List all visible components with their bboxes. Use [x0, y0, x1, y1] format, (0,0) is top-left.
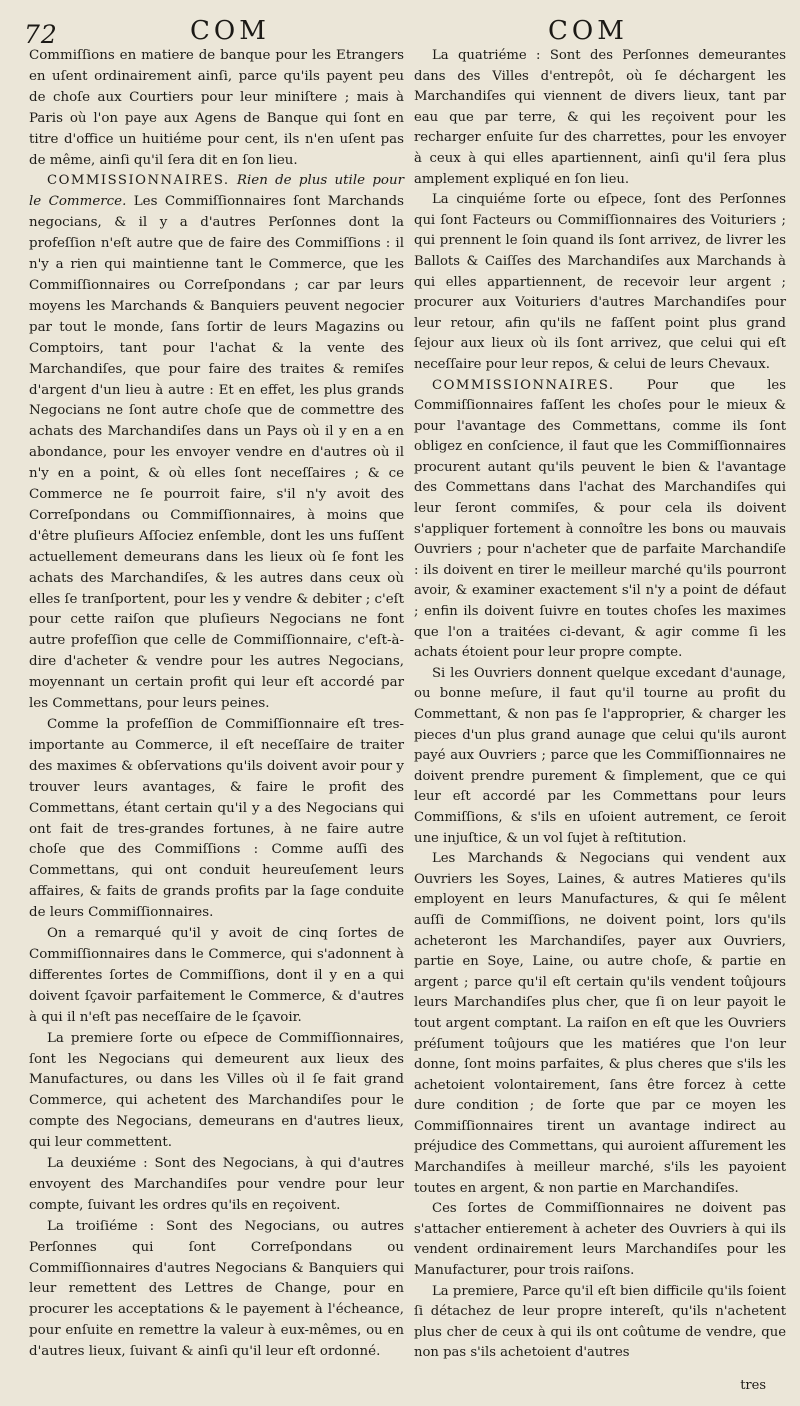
left-column	[29, 46, 404, 1363]
paragraph: La cinquiéme ſorte ou eſpece, ſont des Perſonnes qui ſont Facteurs ou Commiſſionnaires des Voituriers ; qui prennent le ſoin quand ils ſont arrivez, de livrer les Ballots & Caiſſes des Marchandiſes aux Marchands à qui elles appartiennent, de recevoir leur argent ; procurer aux Voituriers d'autres Marchandiſes pour leur retour, afin qu'ils ne faſſent point plus grand ſejour aux lieux où ils ſont arrivez, que celui qui eſt neceſſaire pour leur repos, & celui de leurs Chevaux.	[414, 192, 786, 372]
entry-lead: Rien de plus utile pour le Commerce.	[29, 173, 404, 210]
entry-paragraph	[29, 171, 404, 715]
entry-text: Pour que les Commiſſionnaires faſſent les choſes pour le mieux & pour l'avantage des Commettans, comme ils ſont obligez en conſcience, il faut que les Commiſſionnaires procurent autant qu'ils peuvent le bien & l'avantage des Commettans dans l'achat des Marchandiſes qui leur ſeront commiſes, & pour cela ils doivent s'appliquer fortement à connoître les bons ou mauvais Ouvriers ; pour n'acheter que de parfaite Marchandiſe : ils doivent en tirer le meilleur marché qu'ils pourront avoir, & examiner exactement s'il n'y a point de défaut ; enfin ils doivent ſuivre en toutes choſes les maximes que l'on a traitées ci-devant, & agir comme ſi les achats étoient pour leur propre compte.	[414, 377, 786, 661]
paragraph: La premiere ſorte ou eſpece de Commiſſionnaires, ſont les Negocians qui demeurent aux lieux des Manufactures, ou dans les Villes où il ſe fait grand Commerce, qui achetent des Marchandiſes pour le compte des Negocians, demeurans en d'autres lieux, qui leur commettent.	[29, 1030, 404, 1151]
paragraph: Ces ſortes de Commiſſionnaires ne doivent pas s'attacher entierement à acheter des Ouvriers à qui ils vendent ordinairement leurs Marchandiſes pour les Manufacturer, pour trois raiſons.	[414, 1201, 786, 1279]
paragraph: La premiere, Parce qu'il eſt bien difficile qu'ils ſoient ſi détachez de leur propre intereſt, qu'ils n'achetent plus cher de ceux à qui ils ont coûtume de vendre, que non pas s'ils achetoient d'autres	[414, 1283, 786, 1361]
right-column	[414, 46, 786, 1364]
paragraph: Si les Ouvriers donnent quelque excedant d'aunage, ou bonne meſure, il faut qu'il tourne au profit du Commettant, & non pas ſe l'approprier, & charger les pieces d'un plus grand aunage que celui qu'ils auront payé aux Ouvriers ; parce que les Commiſſionnaires ne doivent prendre purement & ſimplement, que ce qui leur eſt accordé par les Commettans pour leurs Commiſſions, & s'ils en uſoient autrement, ce ſeroit une injuſtice, & un vol ſujet à reſtitution.	[414, 665, 786, 846]
running-head-right: COM	[548, 16, 628, 46]
entry-heading: COMMISSIONNAIRES.	[47, 173, 230, 189]
entry-heading: COMMISSIONNAIRES.	[432, 377, 615, 393]
paragraph: La quatriéme : Sont des Perſonnes demeurantes dans des Villes d'entrepôt, où ſe déchargent les Marchandiſes qui viennent de divers lieux, tant par eau que par terre, & qui les reçoivent pour les recharger enſuite ſur des charrettes, pour les envoyer à ceux à qui elles apartiennent, ainſi qu'il ſera plus amplement expliqué en ſon lieu.	[414, 48, 786, 187]
page-number: 72	[24, 20, 58, 49]
running-head-left: COM	[190, 16, 270, 46]
paragraph: Commiſſions en matiere de banque pour les Etrangers en uſent ordinairement ainſi, parce qu'ils payent peu de choſe aux Courtiers pour leur miniſtere ; mais à Paris où l'on paye aux Agens de Banque qui ſont en titre d'office un huitiéme pour cent, ils n'en uſent pas de même, ainſi qu'il ſera dit en ſon lieu.	[29, 48, 404, 168]
paragraph: La deuxiéme : Sont des Negocians, à qui d'autres envoyent des Marchandiſes pour vendre pour leur compte, ſuivant les ordres qu'ils en reçoivent.	[29, 1156, 404, 1213]
entry-text: Les Commiſſionnaires ſont Marchands negocians, & il y a d'autres Perſonnes dont la profeſſion n'eſt autre que de faire des Commiſſions : il n'y a rien qui maintienne tant le Commerce, que les Commiſſionnaires ou Correſpondans ; car par leurs moyens les Marchands & Banquiers peuvent negocier par tout le monde, ſans ſortir de leurs Magazins ou Comptoirs, tant pour l'achat & la vente des Marchandiſes, que pour faire des traites & remiſes d'argent d'un lieu à autre : Et en effet, les plus grands Negocians ne ſont autre choſe que de commettre des achats des Marchandiſes dans un Pays où il y en a en abondance, pour les envoyer vendre en d'autres où il n'y en a point, & où elles ſont neceſſaires ; & ce Commerce ne ſe pourroit faire, s'il n'y avoit des Correſpondans ou Commiſſionnaires, à moins que d'être pluſieurs Aſſociez enſemble, dont les uns fuſſent actuellement demeurans dans les lieux où ſe font les achats des Marchandiſes, & les autres dans ceux où elles ſe tranſportent, pour les y vendre & debiter ; c'eſt pour cette raiſon que pluſieurs Negocians ne font autre profeſſion que celle de Commiſſionnaire, c'eſt-à-dire d'acheter & vendre pour les autres Negocians, moyennant un certain profit qui leur eſt accordé par les Commettans, pour leurs peines.	[29, 194, 404, 712]
catchword: tres	[740, 1378, 766, 1393]
paragraph: La troiſiéme : Sont des Negocians, ou autres Perſonnes qui ſont Correſpondans ou Commiſſionnaires d'autres Negocians & Banquiers qui leur remettent des Lettres de Change, pour en procurer les acceptations & le payement à l'écheance, pour enſuite en remettre la valeur à eux-mêmes, ou en d'autres lieux, ſuivant & ainſi qu'il leur eſt ordonné.	[29, 1218, 404, 1360]
paragraph: Comme la profeſſion de Commiſſionnaire eſt tres-importante au Commerce, il eſt neceſſaire de traiter des maximes & obſervations qu'ils doivent avoir pour y trouver leurs avantages, & faire le profit des Commettans, étant certain qu'il y a des Negocians qui ont fait de tres-grandes fortunes, à ne faire autre choſe que des Commiſſions : Comme auſſi des Commettans, qui ont conduit heureuſement leurs affaires, & faits de grands profits par la ſage conduite de leurs Commiſſionnaires.	[29, 717, 404, 921]
entry-paragraph	[414, 376, 786, 664]
paragraph: On a remarqué qu'il y avoit de cinq ſortes de Commiſſionnaires dans le Commerce, qui s'adonnent à differentes ſortes de Commiſſions, dont il y en a qui doivent ſçavoir parfaitement le Commerce, & d'autres à qui il n'eſt pas neceſſaire de le ſçavoir.	[29, 926, 404, 1025]
paragraph: Les Marchands & Negocians qui vendent aux Ouvriers les Soyes, Laines, & autres Matieres qu'ils employent en leurs Manufactures, & qui ſe mêlent auſſi de Commiſſions, ne doivent point, lors qu'ils acheteront les Marchandiſes, payer aux Ouvriers, partie en Soye, Laine, ou autre choſe, & partie en argent ; parce qu'il eſt certain qu'ils vendent toûjours leurs Marchandiſes plus cher, que ſi on leur payoit le tout argent comptant. La raiſon en eſt que les Ouvriers préſument toûjours que les matiéres que l'on leur donne, ſont moins parfaites, & plus cheres que s'ils les achetoient volontairement, ſans être forcez à cette dure condition ; de ſorte que par ce moyen les Commiſſionnaires tirent un avantage indirect au préjudice des Commettans, qui auroient aſſurement les Marchandiſes à meilleur marché, s'ils les payoient toutes en argent, & non partie en Marchandiſes.	[414, 851, 786, 1196]
